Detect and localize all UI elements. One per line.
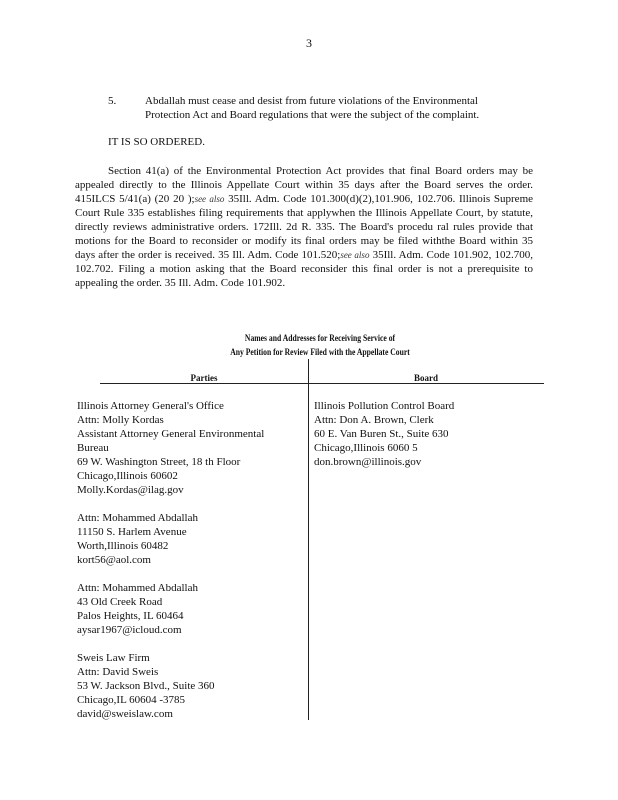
party-email: Molly.Kordas@ilag.gov xyxy=(77,484,184,496)
board-email: don.brown@illinois.gov xyxy=(314,456,422,468)
party-line: Attn: Mohammed Abdallah xyxy=(77,512,198,524)
para-text-2: 35Ill. Adm. Code 101.300(d)(2),101.906, 102.706. Illinois Supreme Court Rule 335 establishes filing requirements that applywhen the Illinois Appellate Court, by statute, directly reviews administrative orders. 172Ill. 2d R. 335. The Board's procedu ral rules provide that motions for the Board to reconsider or modify its final orders may be filed withthe Board within 35 days after the order is received. 35 Ill. Adm. Code 101.520; xyxy=(75,193,534,261)
party-abdallah-palos-heights xyxy=(77,581,303,637)
board-header: Board xyxy=(413,373,438,383)
party-line: Chicago,IL 60604 -3785 xyxy=(77,694,186,706)
so-ordered-line: IT IS SO ORDERED. xyxy=(108,136,205,148)
see-also-2: see also xyxy=(340,250,370,260)
board-line: Chicago,Illinois 6060 5 xyxy=(314,442,418,454)
caption-line-2: Any Petition for Review Filed with the Appellate Court xyxy=(230,347,410,357)
order-item-5 xyxy=(108,94,503,122)
parties-header: Parties xyxy=(190,373,218,383)
party-email: aysar1967@icloud.com xyxy=(77,624,182,636)
party-line: Attn: Molly Kordas xyxy=(77,414,164,426)
board-line: Attn: Don A. Brown, Clerk xyxy=(314,414,434,426)
party-sweis-law-firm xyxy=(77,651,303,721)
party-line: 11150 S. Harlem Avenue xyxy=(77,526,187,538)
table-header-rule xyxy=(100,383,544,384)
party-line: 53 W. Jackson Blvd., Suite 360 xyxy=(77,680,215,692)
party-line: Palos Heights, IL 60464 xyxy=(77,610,184,622)
caption-line-1: Names and Addresses for Receiving Service of xyxy=(244,333,396,343)
party-line: Worth,Illinois 60482 xyxy=(77,540,169,552)
item-text: Abdallah must cease and desist from future violations of the Environmental Protection Act and Board regulations that were the subject of the complaint. xyxy=(145,95,480,121)
page-number: 3 xyxy=(306,36,312,50)
party-line: Attn: Mohammed Abdallah xyxy=(77,582,198,594)
party-attorney-general xyxy=(77,399,303,497)
party-line: Illinois Attorney General's Office xyxy=(77,400,224,412)
see-also-1: see also xyxy=(194,194,225,204)
item-number: 5. xyxy=(108,95,117,107)
board-line: 60 E. Van Buren St., Suite 630 xyxy=(314,428,449,440)
party-line: 43 Old Creek Road xyxy=(77,596,163,608)
party-line: 69 W. Washington Street, 18 th Floor xyxy=(77,456,241,468)
parties-column xyxy=(77,399,303,735)
party-line: Attn: David Sweis xyxy=(77,666,159,678)
para-text-3: 35Ill. Adm. Code 101.902, 102.700, 102.702. Filing a motion asking that the Board reconsider this final order is not a prerequisite to appealing the order. 35 Ill. Adm. Code 101.902. xyxy=(75,249,533,289)
para-text-1: Section 41(a) of the Environmental Protection Act provides that final Board orders may be appealed directly to the Illinois Appellate Court within 35 days after the Board serves the order. 415ILCS 5/41(a) (20 20 ); xyxy=(75,165,533,205)
board-line: Illinois Pollution Control Board xyxy=(314,400,455,412)
party-email: david@sweislaw.com xyxy=(77,708,173,720)
party-line: Assistant Attorney General Environmental xyxy=(77,428,265,440)
party-line: Sweis Law Firm xyxy=(77,652,150,664)
service-table-caption xyxy=(133,331,507,359)
party-abdallah-worth xyxy=(77,511,303,567)
board-column xyxy=(314,399,540,469)
table-column-divider xyxy=(308,359,309,720)
appeal-rights-paragraph xyxy=(75,164,533,290)
party-line: Chicago,Illinois 60602 xyxy=(77,470,178,482)
party-line: Bureau xyxy=(77,442,109,454)
party-email: kort56@aol.com xyxy=(77,554,151,566)
